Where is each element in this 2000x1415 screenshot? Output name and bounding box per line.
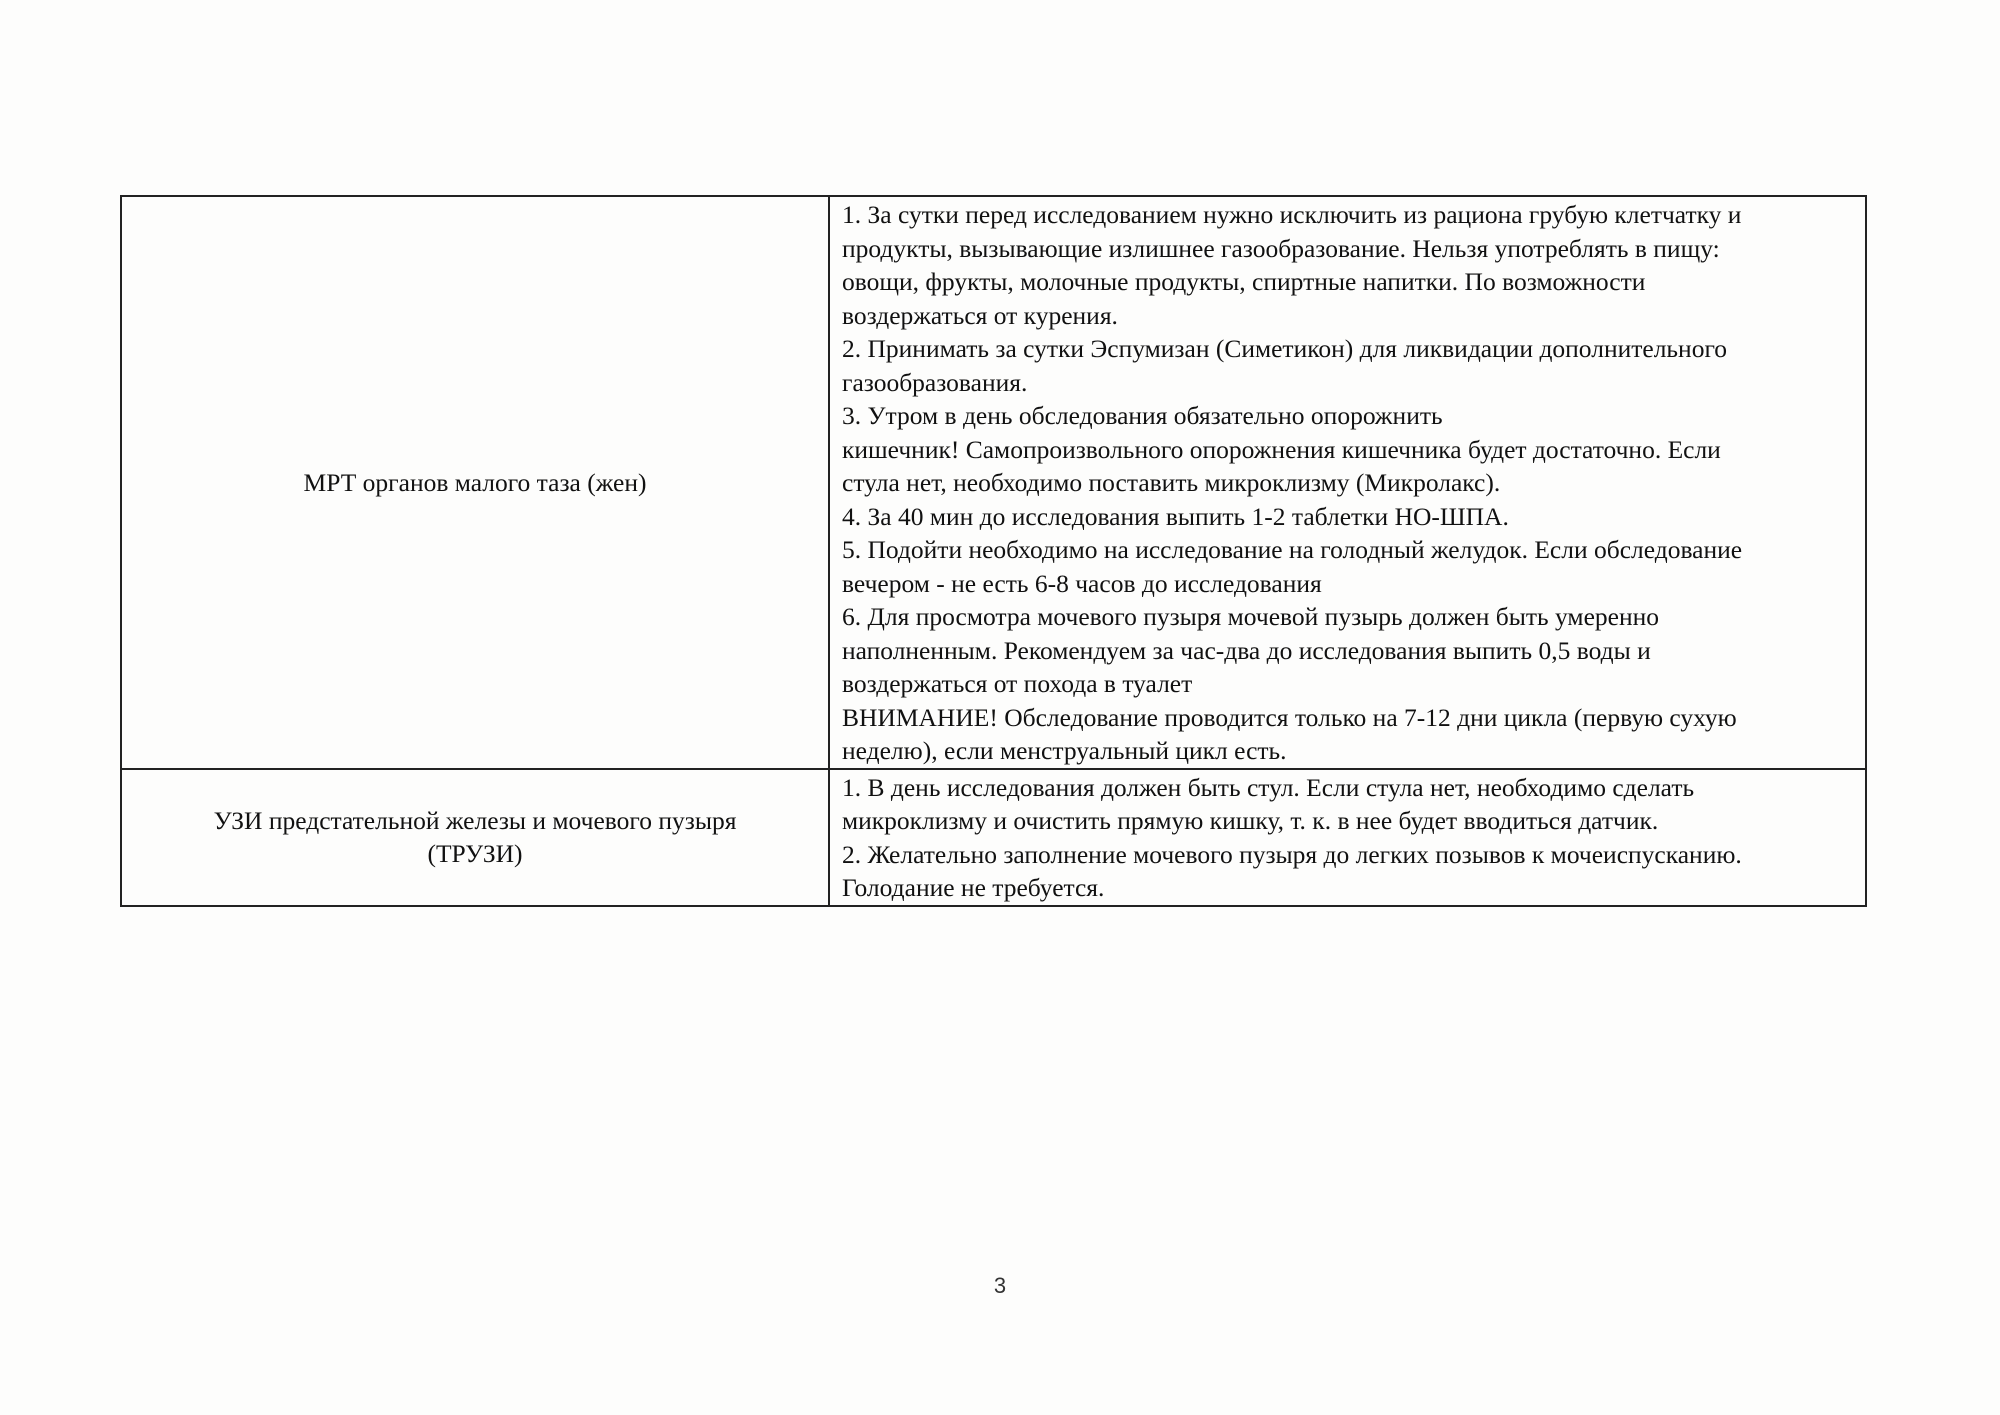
instruction-line: воздержаться от похода в туалет [842,669,1193,698]
instruction-line: вечером - не есть 6-8 часов до исследования [842,568,1322,598]
procedure-name-cell [121,769,829,906]
instructions-cell [829,769,1866,906]
table-row [121,196,1866,769]
instruction-line: Голодание не требуется. [842,873,1105,902]
procedure-name: МРТ органов малого таза (жен) [303,467,647,497]
instructions-cell [829,196,1866,769]
table-row [121,769,1866,906]
procedure-name: УЗИ предстательной железы и мочевого пузыря [213,805,737,835]
instruction-line: неделю), если менструальный цикл есть. [842,736,1287,765]
instruction-line: 2. Принимать за сутки Эспумизан (Симетикон) для ликвидации дополнительного [842,334,1728,363]
instruction-line: микроклизму и очистить прямую кишку, т. к. в нее будет вводиться датчик. [842,806,1659,835]
instruction-line: овощи, фрукты, молочные продукты, спиртные напитки. По возможности [842,267,1646,296]
instruction-line: 1. В день исследования должен быть стул. Если стула нет, необходимо сделать [842,772,1695,802]
instruction-line: 4. За 40 мин до исследования выпить 1-2 таблетки НО-ШПА. [842,501,1509,531]
instruction-line: стула нет, необходимо поставить микроклизму (Микролакс). [842,468,1501,497]
instruction-line: 1. За сутки перед исследованием нужно исключить из рациона грубую клетчатку и [842,200,1742,229]
instruction-line: 2. Желательно заполнение мочевого пузыря до легких позывов к мочеиспусканию. [842,839,1742,869]
preparation-table [120,195,1867,907]
instruction-line: 5. Подойти необходимо на исследование на голодный желудок. Если обследование [842,535,1743,564]
procedure-name: (ТРУЗИ) [427,839,523,868]
instruction-line: кишечник! Самопроизвольного опорожнения кишечника будет достаточно. Если [842,434,1721,464]
instruction-line: наполненным. Рекомендуем за час-два до исследования выпить 0,5 воды и [842,635,1651,665]
instruction-line: ВНИМАНИЕ! Обследование проводится только на 7-12 дни цикла (первую сухую [842,702,1737,732]
instruction-line: воздержаться от курения. [842,300,1118,330]
instruction-line: газообразования. [842,367,1028,397]
page-number: 3 [993,1273,1007,1298]
procedure-name-cell [121,196,829,769]
instruction-line: 3. Утром в день обследования обязательно опорожнить [842,401,1443,430]
instruction-line: продукты, вызывающие излишнее газообразование. Нельзя употреблять в пищу: [842,233,1720,263]
instruction-line: 6. Для просмотра мочевого пузыря мочевой пузырь должен быть умеренно [842,602,1659,631]
